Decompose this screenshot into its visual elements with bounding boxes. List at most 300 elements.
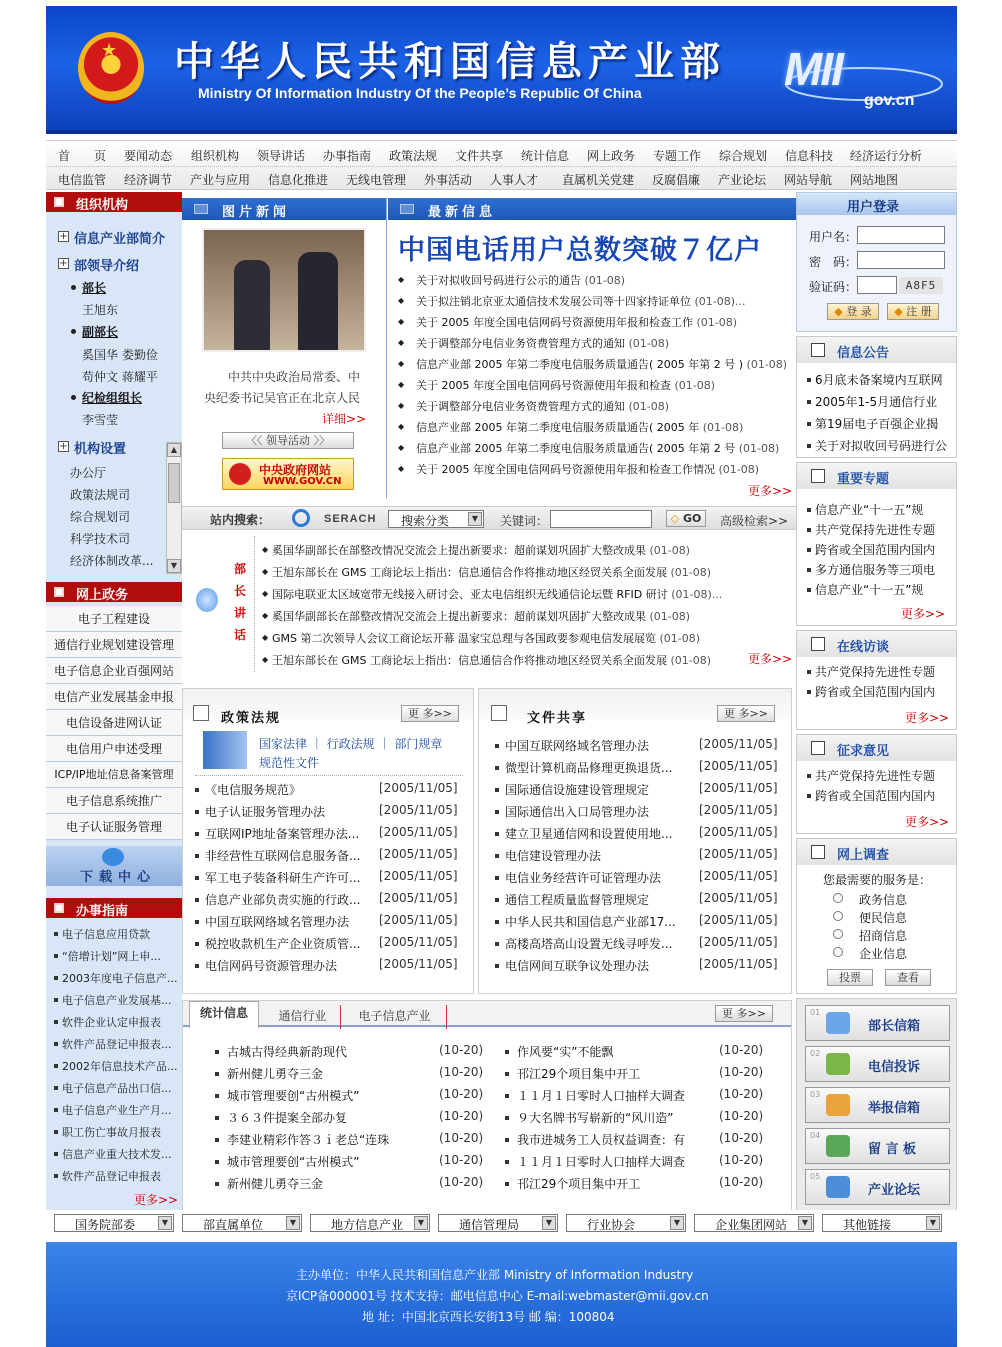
speech-title: 王旭东部长在 GMS 工商论坛上指出：信息通信合作将推动地区经贸关系全面发展	[272, 654, 667, 667]
dept-item[interactable]: 政策法规司	[70, 488, 131, 502]
dept-item[interactable]: 办公厅	[70, 466, 107, 480]
news-title: 关于 2005 年度全国电信网码号资源使用年报和检查工作	[416, 316, 693, 329]
chevron-down-icon[interactable]: ▼	[468, 512, 482, 526]
list-item-date: (10-20)	[439, 1065, 484, 1079]
view-results-button[interactable]: 查看	[885, 969, 931, 986]
nav-item[interactable]: 专题工作	[653, 149, 702, 163]
star-bullet-icon: ◆	[398, 443, 405, 452]
list-item-date: (10-20)	[439, 1175, 484, 1189]
login-button-label: 登 录	[846, 305, 872, 318]
interview-more-link[interactable]: 更多>>	[905, 711, 950, 725]
expand-icon[interactable]: +	[59, 231, 68, 242]
law-books-icon	[203, 731, 247, 769]
bullet-icon	[54, 998, 58, 1002]
photo-caption-line1[interactable]: 中共中央政治局常委、中	[228, 370, 361, 384]
list-item[interactable]: 电信业务经营许可证管理办法	[505, 871, 662, 885]
speech-date: (01-08)	[649, 610, 691, 623]
login-arrow-icon: ◆	[834, 305, 843, 318]
speech-title: 国际电联亚太区域宽带无线接入研讨会、亚太电信组织无线通信论坛暨 RFID 研讨	[272, 588, 668, 601]
list-item-date: [2005/11/05]	[699, 891, 778, 905]
survey-radio[interactable]	[833, 929, 843, 939]
speech-date: (01-08)	[649, 544, 691, 557]
quick-link-number: 02	[810, 1049, 821, 1058]
news-date: (01-08)	[746, 358, 788, 371]
survey-radio[interactable]	[833, 911, 843, 921]
speech-item[interactable]	[272, 586, 722, 602]
chevron-down-icon[interactable]: ▼	[286, 1216, 300, 1230]
list-item-date: [2005/11/05]	[379, 847, 458, 861]
tab-electronic-industry[interactable]: 电子信息产业	[343, 1005, 447, 1029]
quick-link-label: 举报信箱	[868, 1101, 921, 1116]
list-item[interactable]: 非经营性互联网信息服务备...	[205, 849, 361, 863]
policy-more-button[interactable]: 更 多>>	[401, 705, 459, 722]
news-date: (01-08)	[718, 463, 760, 476]
nav-item[interactable]: 外事活动	[424, 173, 473, 187]
policy-title: 政策法规	[221, 711, 282, 726]
bullet-icon	[215, 1050, 219, 1054]
quick-links	[796, 998, 957, 1212]
latest-more-link[interactable]: 更多>>	[748, 484, 793, 498]
guide-item[interactable]: 电子信息应用贷款	[62, 928, 150, 941]
list-item-date: (10-20)	[439, 1043, 484, 1057]
list-item[interactable]: 中国互联网络域名管理办法	[505, 739, 650, 753]
speech-item[interactable]	[272, 564, 711, 580]
news-title: 信息产业部 2005 年第二季度电信服务质量通告( 2005 年	[416, 421, 700, 434]
category-link[interactable]: 国家法律	[259, 737, 308, 751]
egov-link[interactable]: 电子工程建设	[46, 606, 182, 632]
leader-activity-button[interactable]	[222, 432, 354, 449]
news-title: 关于对拟收回号码进行公示的通告	[416, 274, 581, 287]
list-item[interactable]: 《电信服务规范》	[205, 783, 302, 797]
search-bar	[182, 506, 796, 530]
egov-link[interactable]: 通信行业规划建设管理	[46, 632, 182, 658]
keyword-input[interactable]	[550, 510, 652, 528]
label-char: 部	[234, 562, 247, 576]
list-item[interactable]: 共产党保持先进性专题	[815, 665, 936, 679]
list-item[interactable]: 2005年1-5月通信行业	[815, 395, 938, 409]
list-item[interactable]: 多方通信服务等三项电	[815, 563, 936, 577]
dept-item[interactable]: 综合规划司	[70, 510, 131, 524]
bullet-icon	[495, 964, 499, 968]
news-title: 关于调整部分电信业务资费管理方式的通知	[416, 400, 625, 413]
news-title: 信息产业部 2005 年第二季度电信服务质量通告( 2005 年第 2 号	[416, 442, 736, 455]
bullet-icon	[495, 920, 499, 924]
guide-item[interactable]: 软件产品登记申报表	[62, 1170, 161, 1183]
nav-item[interactable]: 政策法规	[389, 149, 438, 163]
news-date: (01-08)...	[694, 295, 746, 308]
link-dropdown[interactable]	[694, 1214, 814, 1232]
nav-item[interactable]: 信息科技	[785, 149, 834, 163]
egov-link[interactable]: 电子信息企业百强网站	[46, 658, 182, 684]
bullet-icon	[54, 954, 58, 958]
topics-more-link[interactable]: 更多>>	[901, 607, 946, 621]
speech-vertical-label	[234, 558, 248, 646]
quick-link-button[interactable]	[805, 1046, 950, 1082]
list-item[interactable]: １１月１日零时人口抽样大调查	[517, 1155, 686, 1169]
list-item-date: (10-20)	[439, 1131, 484, 1145]
bullet-icon	[505, 1072, 509, 1076]
quick-link-button[interactable]	[805, 1087, 950, 1123]
list-item[interactable]: 古城古得经典新韵现代	[227, 1045, 348, 1059]
scroll-thumb[interactable]	[168, 463, 180, 503]
news-title: 关于调整部分电信业务资费管理方式的通知	[416, 337, 625, 350]
star-bullet-icon: ◆	[398, 464, 405, 473]
latest-news-item[interactable]	[416, 377, 715, 393]
quick-link-number: 03	[810, 1090, 821, 1099]
quick-link-icon	[826, 1094, 850, 1116]
bullet-icon	[807, 588, 811, 592]
egov-link[interactable]: 电子信息系统推广	[46, 788, 182, 814]
list-item[interactable]: 新州健儿勇夺三金	[227, 1067, 324, 1081]
files-title: 文件共享	[527, 711, 588, 726]
list-item[interactable]: 跨省或全国范围内国内	[815, 789, 936, 803]
scroll-down-icon[interactable]: ▼	[167, 559, 181, 573]
leaders-link[interactable]: 部领导介绍	[74, 259, 140, 274]
list-item[interactable]: 作风要“实”不能飘	[517, 1045, 614, 1059]
quick-link-button[interactable]	[805, 1128, 950, 1164]
quick-link-icon	[826, 1012, 850, 1034]
egov-section-title: 网上政务	[76, 588, 129, 603]
org-intro-link[interactable]: 信息产业部简介	[74, 232, 166, 247]
vote-button[interactable]: 投票	[827, 969, 873, 986]
files-more-button[interactable]: 更 多>>	[717, 705, 775, 722]
list-item[interactable]: 城市管理要创“古州模式”	[227, 1089, 360, 1103]
category-link[interactable]: 规范性文件	[259, 756, 320, 770]
speech-item[interactable]	[272, 542, 690, 558]
guide-item[interactable]: 软件产品登记申报表...	[62, 1038, 172, 1051]
nav-item[interactable]: 信息化推进	[268, 173, 329, 187]
guide-item[interactable]: “倍增计划”网上申...	[62, 950, 161, 963]
list-item[interactable]: 微型计算机商品修理更换退货...	[505, 761, 673, 775]
link-dropdown[interactable]	[822, 1214, 942, 1232]
list-item[interactable]: 信息产业“十一五”规	[815, 583, 924, 597]
latest-news-item[interactable]	[416, 356, 787, 372]
list-item[interactable]: 建立卫星通信网和设置使用地...	[505, 827, 673, 841]
star-bullet-icon: ◆	[262, 567, 269, 576]
quick-link-label: 产业论坛	[868, 1183, 921, 1198]
link-dropdown-bar	[46, 1210, 957, 1236]
latest-news-header	[388, 198, 796, 220]
bullet-icon	[195, 964, 199, 968]
list-item[interactable]: 军工电子装备科研生产许可...	[205, 871, 361, 885]
gov-site-banner[interactable]	[222, 458, 354, 490]
bullet-icon	[215, 1116, 219, 1120]
survey-radio[interactable]	[833, 947, 843, 957]
guide-item[interactable]: 软件企业认定申报表	[62, 1016, 161, 1029]
speech-date: (01-08)	[670, 654, 712, 667]
news-date: (01-08)	[738, 442, 780, 455]
headline[interactable]: 中国电话用户总数突破７亿户	[398, 235, 762, 266]
stats-more-button[interactable]: 更 多>>	[715, 1005, 773, 1022]
keyword-label: 关键词：	[500, 514, 549, 528]
quick-link-number: 04	[810, 1131, 821, 1140]
password-input[interactable]	[857, 251, 945, 269]
bullet-icon	[505, 1094, 509, 1098]
category-link[interactable]: 部门规章	[394, 737, 443, 751]
latest-news-item[interactable]	[416, 440, 779, 456]
link-dropdown[interactable]	[182, 1214, 302, 1232]
list-item[interactable]: 关于对拟收回号码进行公	[815, 439, 948, 453]
star-bullet-icon: ◆	[398, 359, 405, 368]
opinion-box	[796, 734, 957, 834]
site-subtitle: Ministry Of Information Industry Of the People’s Republic Of China	[198, 85, 642, 101]
bullet-icon	[505, 1182, 509, 1186]
nav-item[interactable]: 网站导航	[784, 173, 833, 187]
nav-item[interactable]: 经济调节	[124, 173, 173, 187]
list-item-date: [2005/11/05]	[699, 847, 778, 861]
vice-minister-title[interactable]: 副部长	[82, 325, 119, 339]
news-title: 关于拟注销北京亚太通信技术发展公司等十四家持证单位	[416, 295, 691, 308]
list-item[interactable]: 李建业精彩作答３ｉ老总“连珠	[227, 1133, 390, 1147]
nav-item[interactable]: 无线电管理	[346, 173, 407, 187]
news-date: (01-08)	[628, 337, 670, 350]
speeches-more-link[interactable]: 更多>>	[748, 652, 793, 666]
search-go-button[interactable]	[666, 510, 706, 527]
speech-date: (01-08)...	[671, 588, 723, 601]
bullet-icon	[215, 1072, 219, 1076]
list-item[interactable]: 共产党保持先进性专题	[815, 769, 936, 783]
list-item[interactable]: 国际通信设施建设管理规定	[505, 783, 650, 797]
dept-item[interactable]: 经济体制改革...	[70, 554, 154, 568]
discipline-title[interactable]: 纪检组组长	[82, 391, 143, 405]
list-item-date: [2005/11/05]	[379, 913, 458, 927]
nav-item[interactable]: 反腐倡廉	[652, 173, 701, 187]
guide-item[interactable]: 信息产业重大技术发...	[62, 1148, 172, 1161]
chevron-down-icon[interactable]: ▼	[414, 1216, 428, 1230]
guide-item[interactable]: 职工伤亡事故月报表	[62, 1126, 161, 1139]
tab-stats[interactable]: 统计信息	[189, 1001, 259, 1028]
search-category-select[interactable]	[388, 510, 484, 528]
list-item[interactable]: 中华人民共和国信息产业部17...	[505, 915, 676, 929]
link-dropdown[interactable]	[54, 1214, 174, 1232]
list-item[interactable]: 信息产业部负责实施的行政...	[205, 893, 361, 907]
star-bullet-icon: ◆	[398, 317, 405, 326]
nav-item[interactable]: 经济运行分析	[850, 149, 923, 163]
advanced-search-link[interactable]: 高级检索>>	[720, 514, 789, 528]
photo-detail-link[interactable]: 详细>>	[322, 412, 367, 426]
egov-link[interactable]: ICP/IP地址信息备案管理	[46, 762, 182, 788]
left-column	[46, 192, 182, 1212]
register-button-label: 注 册	[906, 305, 932, 318]
egov-section-header	[46, 582, 182, 602]
star-bullet-icon: ◆	[398, 401, 405, 410]
nav-item[interactable]: 领导讲话	[257, 149, 306, 163]
speech-title: 奚国华副部长在部整改情况交流会上提出新要求：超前谋划巩固扩大整改成果	[272, 610, 646, 623]
chevron-down-icon[interactable]: ▼	[158, 1216, 172, 1230]
news-date: (01-08)	[674, 379, 716, 392]
list-item[interactable]: 电信网码号资源管理办法	[205, 959, 338, 973]
quick-link-button[interactable]	[805, 1005, 950, 1041]
link-dropdown[interactable]	[438, 1214, 558, 1232]
list-item[interactable]: 我市进城务工人员权益调查：有	[517, 1133, 686, 1147]
nav-item[interactable]: 办事指南	[323, 149, 372, 163]
list-item[interactable]: 新州健儿勇夺三金	[227, 1177, 324, 1191]
survey-box	[796, 838, 957, 994]
list-item[interactable]: 城市管理要创“古州模式”	[227, 1155, 360, 1169]
scroll-up-icon[interactable]: ▲	[167, 443, 181, 457]
latest-news-item[interactable]	[416, 398, 669, 414]
list-item[interactable]: 中国互联网络域名管理办法	[205, 915, 350, 929]
star-bullet-icon: ◆	[262, 545, 269, 554]
mii-logo[interactable]: MII	[784, 43, 842, 95]
list-item[interactable]: ３６３件提案全部办复	[227, 1111, 348, 1125]
list-item[interactable]: 电信建设管理办法	[505, 849, 602, 863]
guide-item[interactable]: 电子信息产业生产月...	[62, 1104, 172, 1117]
bullet-icon	[215, 1160, 219, 1164]
vice-minister-names[interactable]: 奚国华 娄勤俭	[82, 348, 158, 362]
bullet-icon	[71, 329, 76, 334]
captcha-image: A8F5	[899, 277, 943, 294]
dept-item[interactable]: 科学技术司	[70, 532, 131, 546]
latest-news-item[interactable]	[416, 293, 746, 309]
quick-link-button[interactable]	[805, 1169, 950, 1205]
nav-item[interactable]: 人事人才	[490, 173, 539, 187]
nav-item[interactable]: 网站地图	[850, 173, 899, 187]
bullet-icon	[807, 444, 811, 448]
link-dropdown[interactable]	[566, 1214, 686, 1232]
bullet-icon	[807, 508, 811, 512]
next-icon: 〉〉	[310, 434, 330, 447]
username-input[interactable]	[857, 226, 945, 244]
list-item[interactable]: １１月１日零时人口抽样大调查	[517, 1089, 686, 1103]
latest-news-item[interactable]	[416, 314, 737, 330]
list-item[interactable]: 跨省或全国范围内国内	[815, 543, 936, 557]
survey-radio[interactable]	[833, 893, 843, 903]
list-item-date: (10-20)	[719, 1065, 764, 1079]
login-box	[796, 192, 957, 332]
list-item[interactable]: 邗江29个项目集中开工	[517, 1177, 641, 1191]
speech-item[interactable]	[272, 630, 700, 646]
minister-title[interactable]: 部长	[82, 281, 107, 295]
tab-telecom[interactable]: 通信行业	[265, 1005, 341, 1029]
list-item[interactable]: 电信网间互联争议处理办法	[505, 959, 650, 973]
egov-link[interactable]: 电信用户申述受理	[46, 736, 182, 762]
footer-address: 地 址：中国北京西长安街13号 邮 编：100804	[362, 1310, 615, 1324]
username-label: 用户名：	[809, 230, 858, 244]
guide-item[interactable]: 电子信息产业发展基...	[62, 994, 172, 1007]
bullet-icon	[505, 1050, 509, 1054]
nav-item[interactable]: 直属机关党建	[562, 173, 635, 187]
site-title: 中华人民共和国信息产业部	[174, 39, 726, 85]
list-item[interactable]: 信息产业“十一五”规	[815, 503, 924, 517]
download-center-button[interactable]	[46, 846, 182, 886]
guide-item[interactable]: 2003年度电子信息产...	[62, 972, 178, 985]
nav-item[interactable]: 产业论坛	[718, 173, 767, 187]
list-item-date: [2005/11/05]	[699, 957, 778, 971]
nav-item[interactable]: 电信监管	[58, 173, 107, 187]
search-label: 站内搜索：	[210, 513, 271, 527]
list-item[interactable]: 高楼高塔高山设置无线寻呼发...	[505, 937, 673, 951]
topics-box	[796, 462, 957, 626]
egov-link[interactable]: 电信设备进网认证	[46, 710, 182, 736]
quick-link-icon	[826, 1053, 850, 1075]
guide-item[interactable]: 电子信息产品出口信...	[62, 1082, 172, 1095]
list-item[interactable]: 邗江29个项目集中开工	[517, 1067, 641, 1081]
gov-emblem-icon	[229, 463, 251, 485]
minister-name[interactable]: 王旭东	[82, 303, 119, 317]
vice-minister-names[interactable]: 苟仲文 蒋耀平	[82, 370, 158, 384]
bullet-icon	[54, 1108, 58, 1112]
expand-icon[interactable]: +	[59, 441, 68, 452]
list-item[interactable]: ９大名牌书写崭新的“风川造”	[517, 1111, 674, 1125]
dept-setup-link[interactable]: 机构设置	[74, 442, 127, 457]
list-item[interactable]: 6月底未备案境内互联网	[815, 373, 943, 387]
list-item[interactable]: 国际通信出入口局管理办法	[505, 805, 650, 819]
list-item[interactable]: 跨省或全国范围内国内	[815, 685, 936, 699]
nav-item[interactable]: 首 页	[58, 149, 107, 163]
news-title: 关于 2005 年度全国电信网码号资源使用年报和检查	[416, 379, 671, 392]
list-item[interactable]: 共产党保持先进性专题	[815, 523, 936, 537]
login-header	[797, 193, 956, 215]
register-button[interactable]	[887, 303, 939, 320]
latest-news-item[interactable]	[416, 335, 669, 351]
egov-link[interactable]: 电信产业发展基金申报	[46, 684, 182, 710]
link-dropdown-value: 其他链接	[843, 1218, 892, 1232]
list-item[interactable]: 互联网IP地址备案管理办法...	[205, 827, 360, 841]
speech-item[interactable]	[272, 652, 711, 668]
star-bullet-icon: ◆	[262, 633, 269, 642]
list-item[interactable]: 税控收款机生产企业资质管...	[205, 937, 361, 951]
arrow-box-icon	[811, 469, 825, 483]
bullet-icon	[54, 1042, 58, 1046]
chevron-down-icon[interactable]: ▼	[670, 1216, 684, 1230]
list-item[interactable]: 第19届电子百强企业揭	[815, 417, 939, 431]
bullet-icon	[71, 285, 76, 290]
list-item-date: [2005/11/05]	[699, 759, 778, 773]
box-header	[797, 735, 956, 761]
login-button[interactable]	[827, 303, 879, 320]
egov-link[interactable]: 电子认证服务管理	[46, 814, 182, 840]
link-dropdown-value: 国务院部委	[75, 1218, 136, 1232]
latest-news-item[interactable]	[416, 272, 625, 288]
dept-scrollbar[interactable]	[166, 442, 182, 574]
photo-news-title: 图片新闻	[222, 205, 291, 220]
list-item[interactable]: 通信工程质量监督管理规定	[505, 893, 650, 907]
speech-item[interactable]	[272, 608, 690, 624]
latest-news-item[interactable]	[416, 419, 743, 435]
nav-item[interactable]: 文件共享	[455, 149, 504, 163]
bullet-icon	[807, 774, 811, 778]
captcha-input[interactable]	[857, 276, 897, 294]
nav-item[interactable]: 统计信息	[521, 149, 570, 163]
link-dropdown[interactable]	[310, 1214, 430, 1232]
latest-news-item[interactable]	[416, 461, 759, 477]
photo-caption-line2[interactable]: 央纪委书记吴官正在北京人民	[204, 391, 361, 405]
chevron-down-icon[interactable]: ▼	[926, 1216, 940, 1230]
nav-item[interactable]: 综合规划	[719, 149, 768, 163]
news-date: (01-08)	[628, 400, 670, 413]
speech-title: GMS 第二次领导人会议工商论坛开幕 温家宝总理与各国政要参观电信发展展览	[272, 632, 656, 645]
opinion-more-link[interactable]: 更多>>	[905, 815, 950, 829]
category-link[interactable]: 行政法规	[326, 737, 375, 751]
org-section-title: 组织机构	[76, 198, 129, 213]
guide-more-link[interactable]: 更多>>	[134, 1193, 179, 1207]
survey-question: 您最需要的服务是：	[823, 873, 932, 887]
chevron-down-icon[interactable]: ▼	[798, 1216, 812, 1230]
expand-icon[interactable]: +	[59, 258, 68, 269]
discipline-name[interactable]: 李雪莹	[82, 413, 119, 427]
bullet-icon	[807, 548, 811, 552]
page	[46, 6, 957, 1347]
list-item[interactable]: 电子认证服务管理办法	[205, 805, 326, 819]
nav-item[interactable]: 要闻动态	[124, 149, 173, 163]
chevron-down-icon[interactable]: ▼	[542, 1216, 556, 1230]
guide-item[interactable]: 2002年信息技术产品...	[62, 1060, 178, 1073]
nav-item[interactable]: 产业与应用	[190, 173, 251, 187]
nav-item[interactable]: 网上政务	[587, 149, 636, 163]
photo-news-image[interactable]	[202, 228, 366, 352]
nav-item[interactable]: 组织机构	[191, 149, 240, 163]
